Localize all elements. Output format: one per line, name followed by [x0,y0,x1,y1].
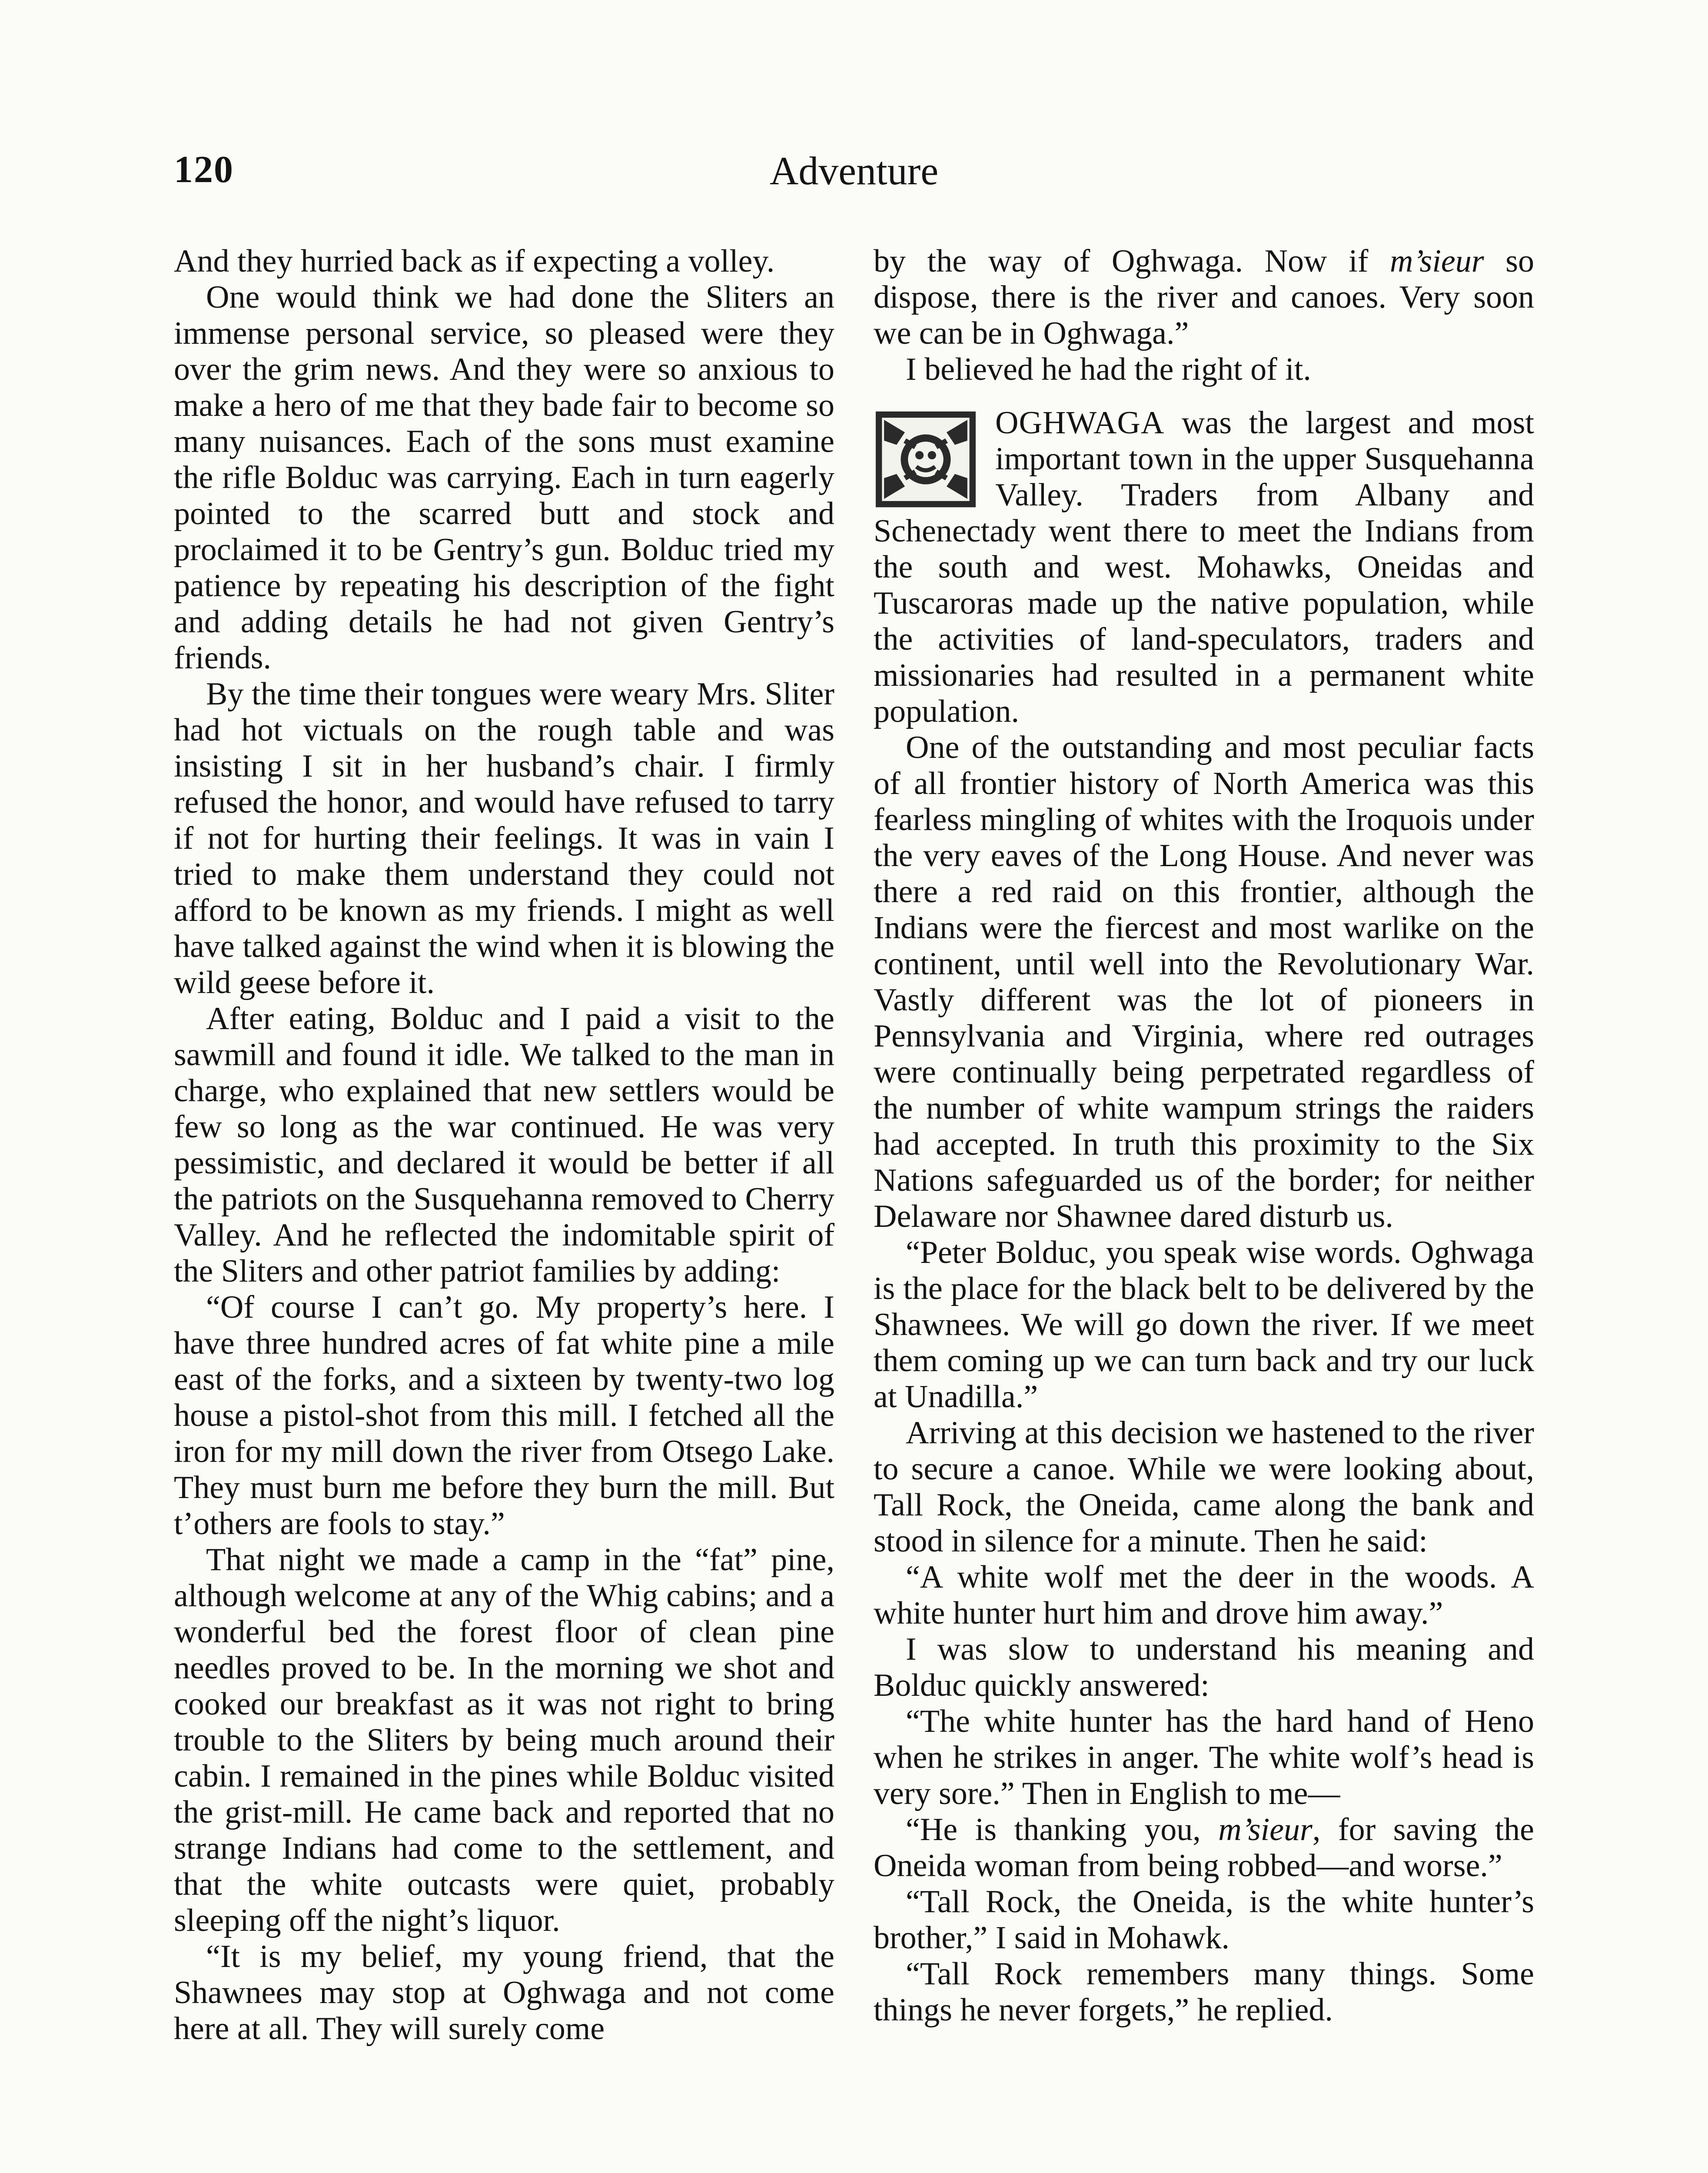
paragraph: Arriving at this decision we hastened to the river to secure a canoe. While we were looking about, Tall Rock, the Oneida, came along the bank and stood in silence for a minute. Then he said: [874,1415,1534,1559]
text-span: by the way of Oghwaga. Now if [874,243,1390,279]
paragraph [874,1812,1534,1884]
magazine-title: Adventure [769,149,939,193]
paragraph: One would think we had done the Sliters an immense personal service, so pleased were they over the grim news. And they were so anxious to make a hero of me that they bade fair to become so many nuisances. Each of the sons must examine the rifle Bolduc was carrying. Each in turn eagerly pointed to the scarred butt and stock and proclaimed it to be Gentry’s gun. Bolduc tried my patience by repeating his description of the fight and adding details he had not given Gentry’s friends. [174,279,834,676]
emphasis: m’sieur [1389,243,1484,279]
paragraph: “A white wolf met the deer in the woods. A white hunter hurt him and drove him away.” [874,1559,1534,1631]
paragraph: “The white hunter has the hard hand of Heno when he strikes in anger. The white wolf’s head is very sore.” Then in English to me— [874,1704,1534,1811]
paragraph: After eating, Bolduc and I paid a visit to the sawmill and found it idle. We talked to the man in charge, who explained that new settlers would be few so long as the war continued. He was very pessimistic, and declared it would be better if all the patriots on the Susquehanna removed to Cherry Valley. And he reflected the indomitable spirit of the Sliters and other patriot families by adding: [174,1001,834,1289]
paragraph: One of the outstanding and most peculiar facts of all frontier history of North America was this fearless mingling of whites with the Iroquois under the very eaves of the Long House. And never was there a red raid on this frontier, although the Indians were the fiercest and most warlike on the continent, until well into the Revolutionary War. Vastly different was the lot of pioneers in Pennsylvania and Virginia, where red outrages were continually being perpetrated regardless of the number of white wampum strings the raiders had accepted. In truth this proximity to the Six Nations safeguarded us of the border; for neither Delaware nor Shawnee dared disturb us. [874,730,1534,1234]
paragraph: “Of course I can’t go. My property’s here. I have three hundred acres of fat white pine a mile east of the forks, and a sixteen by twenty-two log house a pistol-shot from this mill. I fetched all the iron for my mill down the river from Otsego Lake. They must burn me before they burn the mill. But t’others are fools to stay.” [174,1289,834,1542]
paragraph: “Peter Bolduc, you speak wise words. Oghwaga is the place for the black belt to be delivered by the Shawnees. We will go down the river. If we meet them coming up we can turn back and try our luck at Unadilla.” [874,1235,1534,1415]
paragraph: And they hurried back as if expecting a volley. [174,243,775,279]
paragraph: That night we made a camp in the “fat” pine, although welcome at any of the Whig cabins; and a wonderful bed the forest floor of clean pine needles proved to be. In the morning we shot and cooked our breakfast as it was not right to bring trouble to the Sliters by being much around their cabin. I remained in the pines while Bolduc visited the grist-mill. He came back and reported that no strange Indians had come to the settlement, and that the white outcasts were quiet, probably sleeping off the night’s liquor. [174,1542,834,1938]
paragraph: “It is my belief, my young friend, that the Shawnees may stop at Oghwaga and not come here at all. They will surely come [174,1939,834,2047]
paragraph: By the time their tongues were weary Mrs. Sliter had hot victuals on the rough table and was insisting I sit in her husband’s chair. I firmly refused the honor, and would have refused to tarry if not for hurting their feelings. It was in vain I tried to make them understand they could not afford to be known as my friends. I might as well have talked against the wind when it is blowing the wild geese before it. [174,676,834,1000]
paragraph: I believed he had the right of it. [906,352,1311,387]
paragraph: I was slow to understand his meaning and Bolduc quickly answered: [874,1631,1534,1703]
ornament-icon [874,409,978,509]
paragraph [874,243,1534,352]
paragraph: “Tall Rock, the Oneida, is the white hunter’s brother,” I said in Mohawk. [874,1884,1534,1956]
page-number: 120 [174,149,234,191]
paragraph: “Tall Rock remembers many things. Some things he never forgets,” he replied. [874,1956,1534,2028]
emphasis: m’sieur [1218,1812,1313,1847]
section-opening-paragraph [874,405,1534,730]
right-column [874,243,1534,2028]
text-span: so dispose, there is the river and canoes. Very soon we can be in Oghwaga.” [874,243,1534,351]
left-column [174,243,834,2047]
section-lead-word: OGHWAGA [995,405,1165,441]
text-span: , for saving the Oneida woman from being robbed—and worse.” [874,1812,1534,1884]
text-span: was the largest and most important town in the upper Susquehanna Valley. Traders from Albany and Schenectady went there to meet the Indians from the south and west. Mohawks, Oneidas and Tuscaroras made up the native population, while the activities of land-speculators, traders and missionaries had resulted in a permanent white population. [874,405,1534,729]
text-span: “He is thanking you, [906,1812,1219,1847]
page-header [174,148,1534,200]
